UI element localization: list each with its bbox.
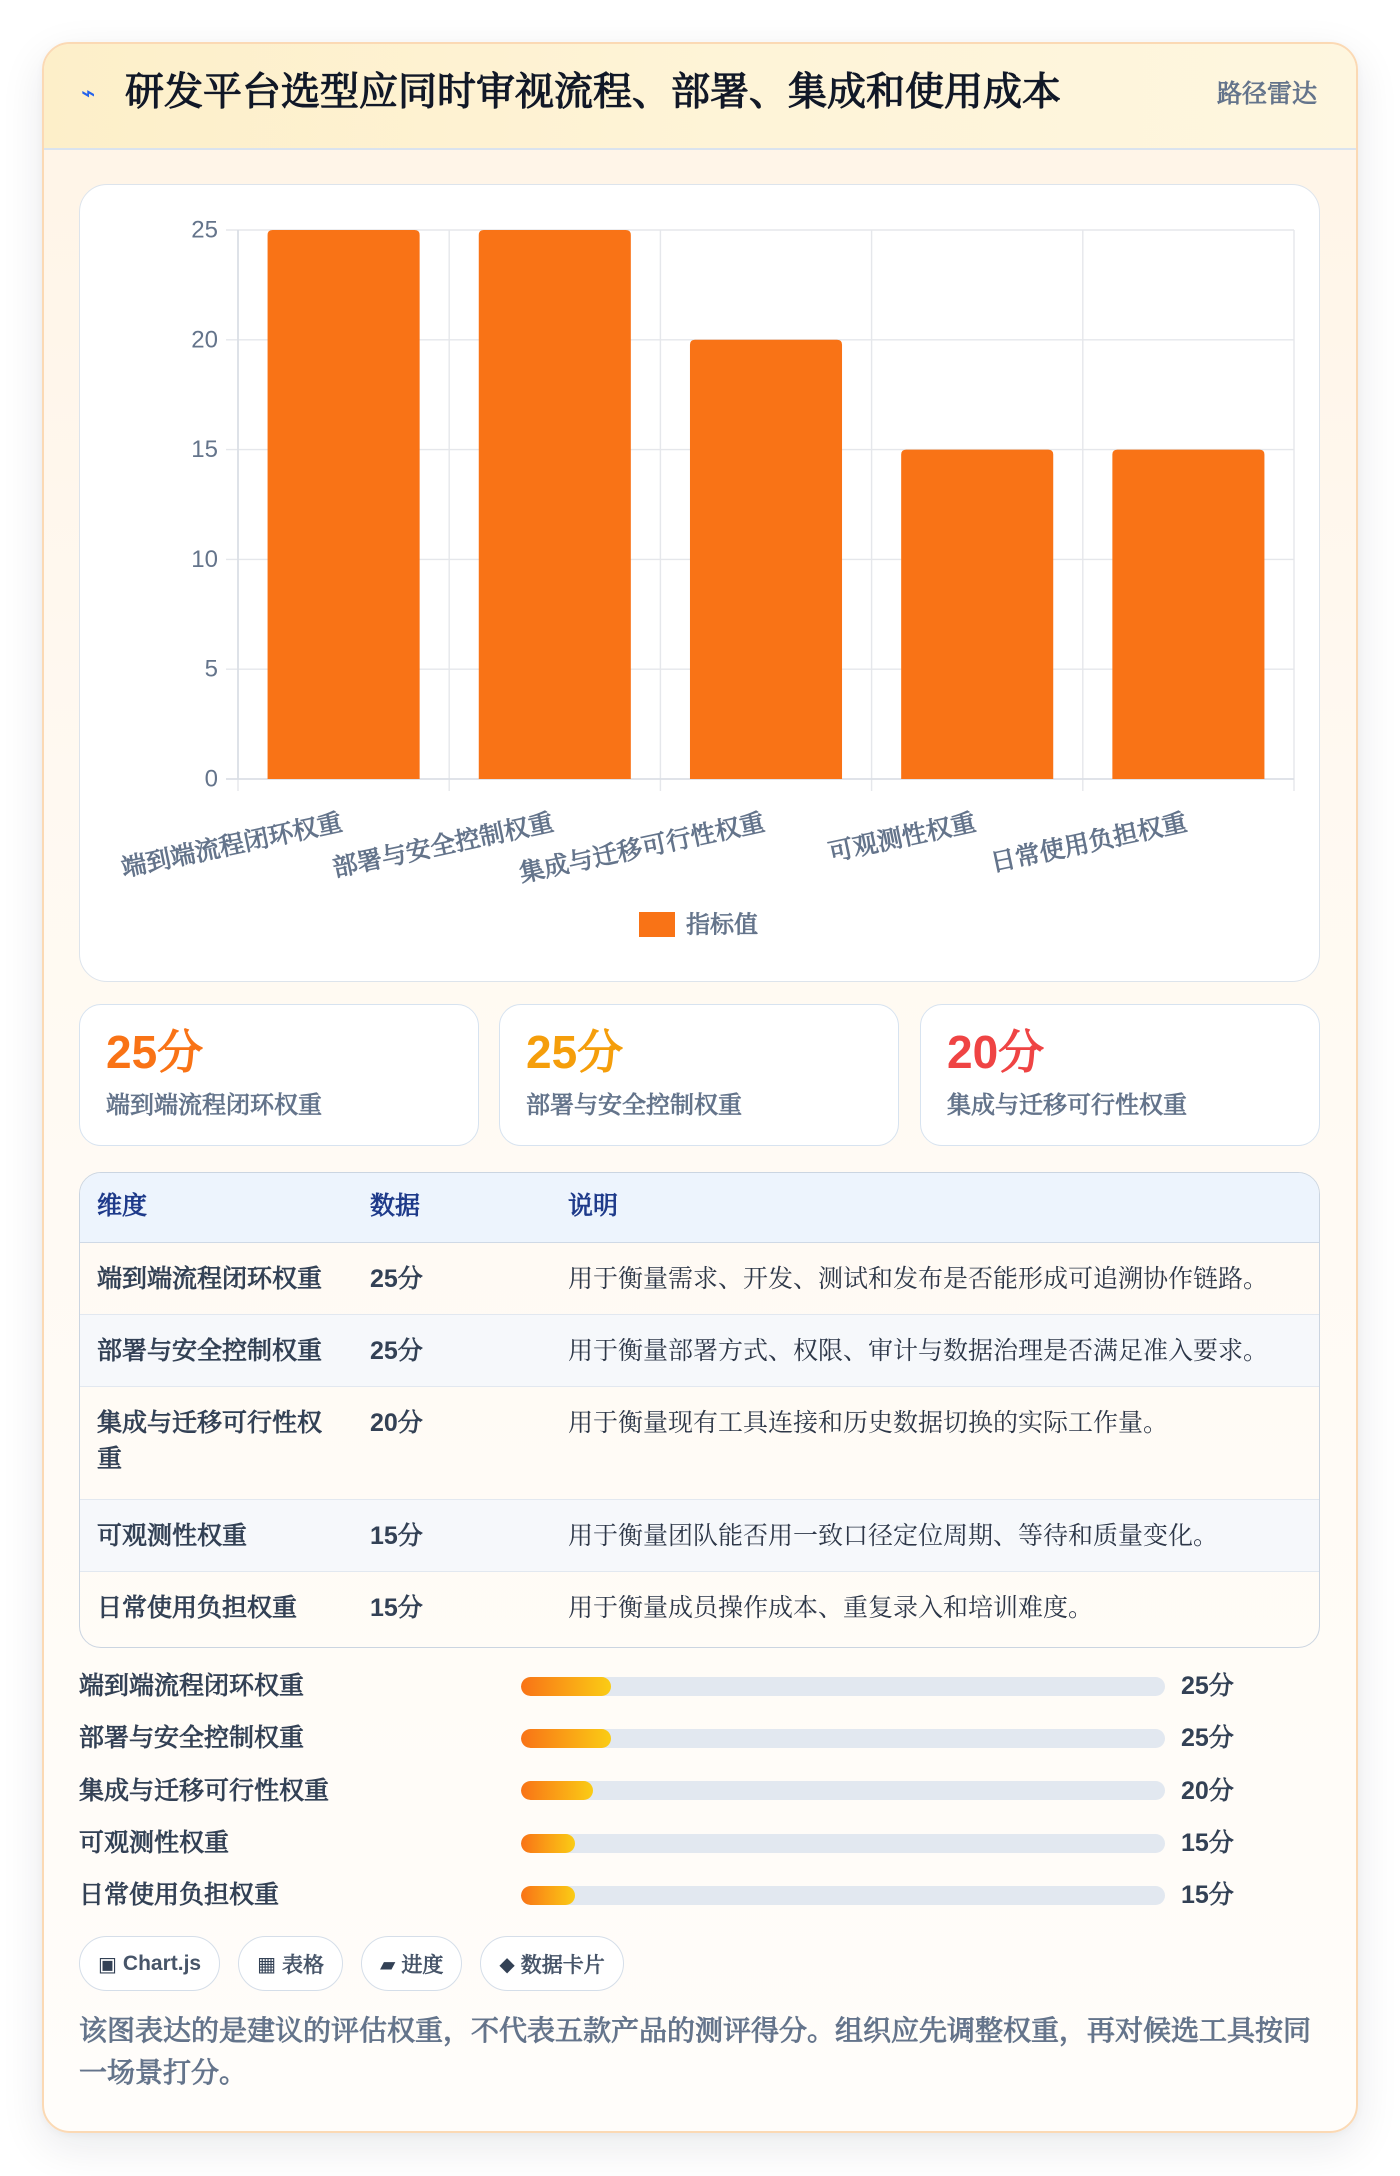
bar	[689, 339, 841, 778]
dimension-cell: 日常使用负担权重	[97, 1593, 298, 1622]
x-tick-label: 集成与迁移可行性权重	[516, 807, 767, 888]
y-tick-label: 20	[190, 325, 218, 353]
progress-fill	[521, 1729, 611, 1748]
dimension-cell: 部署与安全控制权重	[97, 1336, 323, 1365]
y-tick-label: 25	[190, 216, 218, 243]
bar	[901, 449, 1053, 778]
dimension-cell: 集成与迁移可行性权重	[97, 1408, 323, 1473]
stat-card	[79, 1004, 479, 1146]
progress-track	[521, 1886, 1165, 1905]
value-cell: 15分	[370, 1593, 423, 1622]
progress-list	[79, 1660, 1320, 1921]
tag-chartjs	[79, 1936, 220, 1991]
tag-progress	[361, 1936, 462, 1991]
dimension-cell: 端到端流程闭环权重	[97, 1264, 323, 1293]
table-row	[80, 1387, 1319, 1500]
stat-label: 部署与安全控制权重	[526, 1092, 742, 1119]
tag-label: 表格	[282, 1953, 324, 1977]
progress-track	[521, 1677, 1165, 1696]
stat-label: 集成与迁移可行性权重	[947, 1092, 1187, 1119]
bar	[267, 230, 419, 779]
note-cell: 用于衡量需求、开发、测试和发布是否能形成可追溯协作链路。	[568, 1264, 1269, 1293]
tag-label: Chart.js	[122, 1951, 202, 1975]
progress-value: 15分	[1181, 1881, 1234, 1910]
progress-value: 25分	[1181, 1724, 1234, 1753]
legend-label: 指标值	[685, 911, 758, 938]
progress-fill	[521, 1886, 575, 1905]
progress-label: 日常使用负担权重	[79, 1881, 280, 1910]
stat-value: 25分	[526, 1026, 624, 1078]
progress-row	[79, 1660, 1320, 1712]
stat-value: 20分	[947, 1026, 1045, 1078]
note-cell: 用于衡量现有工具连接和历史数据切换的实际工作量。	[568, 1408, 1169, 1437]
progress-track	[521, 1729, 1165, 1748]
progress-track	[521, 1834, 1165, 1853]
progress-row	[79, 1869, 1320, 1921]
y-tick-label: 10	[190, 545, 218, 573]
progress-label: 集成与迁移可行性权重	[79, 1776, 330, 1805]
x-tick-label: 可观测性权重	[825, 807, 978, 867]
progress-row	[79, 1817, 1320, 1869]
stat-card	[499, 1004, 899, 1146]
stat-label: 端到端流程闭环权重	[106, 1092, 322, 1119]
column-header-dimension: 维度	[97, 1192, 148, 1220]
progress-value: 20分	[1181, 1776, 1234, 1805]
tag-label: 数据卡片	[520, 1953, 605, 1977]
progress-track	[521, 1781, 1165, 1800]
table-header	[80, 1173, 1319, 1243]
x-tick-label: 日常使用负担权重	[987, 807, 1190, 877]
progress-label: 可观测性权重	[79, 1829, 230, 1858]
progress-icon: ▰	[380, 1951, 396, 1976]
y-tick-label: 15	[190, 435, 218, 463]
table-row	[80, 1315, 1319, 1387]
progress-fill	[521, 1677, 611, 1696]
stat-card	[920, 1004, 1320, 1146]
header-badge: 路径雷达	[1216, 80, 1317, 108]
column-header-note: 说明	[568, 1192, 619, 1220]
progress-value: 25分	[1181, 1672, 1234, 1701]
table-row	[80, 1243, 1319, 1315]
dimension-cell: 可观测性权重	[97, 1521, 248, 1550]
stat-value: 25分	[106, 1026, 204, 1078]
column-header-data: 数据	[370, 1192, 421, 1220]
bar-chart	[79, 184, 1320, 982]
lightning-icon: ⌁	[81, 79, 96, 107]
progress-value: 15分	[1181, 1829, 1234, 1858]
chart-icon: ▣	[98, 1951, 117, 1976]
progress-row	[79, 1765, 1320, 1817]
note-cell: 用于衡量成员操作成本、重复录入和培训难度。	[568, 1593, 1094, 1622]
note-cell: 用于衡量部署方式、权限、审计与数据治理是否满足准入要求。	[568, 1336, 1269, 1365]
value-cell: 25分	[370, 1336, 423, 1365]
value-cell: 25分	[370, 1264, 423, 1293]
footnote: 该图表达的是建议的评估权重，不代表五款产品的测评得分。组织应先调整权重，再对候选工具按同一场景打分。	[79, 2015, 1312, 2088]
card-header	[44, 44, 1356, 150]
legend-swatch	[639, 912, 675, 937]
bar	[478, 230, 630, 779]
value-cell: 15分	[370, 1521, 423, 1550]
progress-row	[79, 1712, 1320, 1764]
tag-data-card	[480, 1936, 623, 1991]
bar-chart-svg	[79, 184, 1320, 982]
table-row	[80, 1572, 1319, 1646]
table-icon: ▦	[257, 1951, 276, 1976]
card-icon: ◆	[499, 1951, 515, 1976]
progress-fill	[521, 1781, 593, 1800]
tag-table	[238, 1936, 343, 1991]
bar	[1112, 449, 1264, 778]
y-tick-label: 0	[204, 765, 218, 792]
value-cell: 20分	[370, 1408, 423, 1437]
report-card	[42, 42, 1358, 2133]
note-cell: 用于衡量团队能否用一致口径定位周期、等待和质量变化。	[568, 1521, 1219, 1550]
table-row	[80, 1500, 1319, 1572]
data-table	[79, 1172, 1320, 1648]
tag-label: 进度	[401, 1953, 444, 1977]
progress-label: 部署与安全控制权重	[79, 1724, 305, 1753]
x-tick-label: 部署与安全控制权重	[329, 807, 556, 883]
x-tick-label: 端到端流程闭环权重	[118, 807, 345, 883]
y-tick-label: 5	[204, 655, 218, 683]
page-title: 研发平台选型应同时审视流程、部署、集成和使用成本	[125, 71, 1062, 114]
progress-fill	[521, 1834, 575, 1853]
progress-label: 端到端流程闭环权重	[79, 1672, 305, 1701]
tag-list	[79, 1936, 624, 1991]
